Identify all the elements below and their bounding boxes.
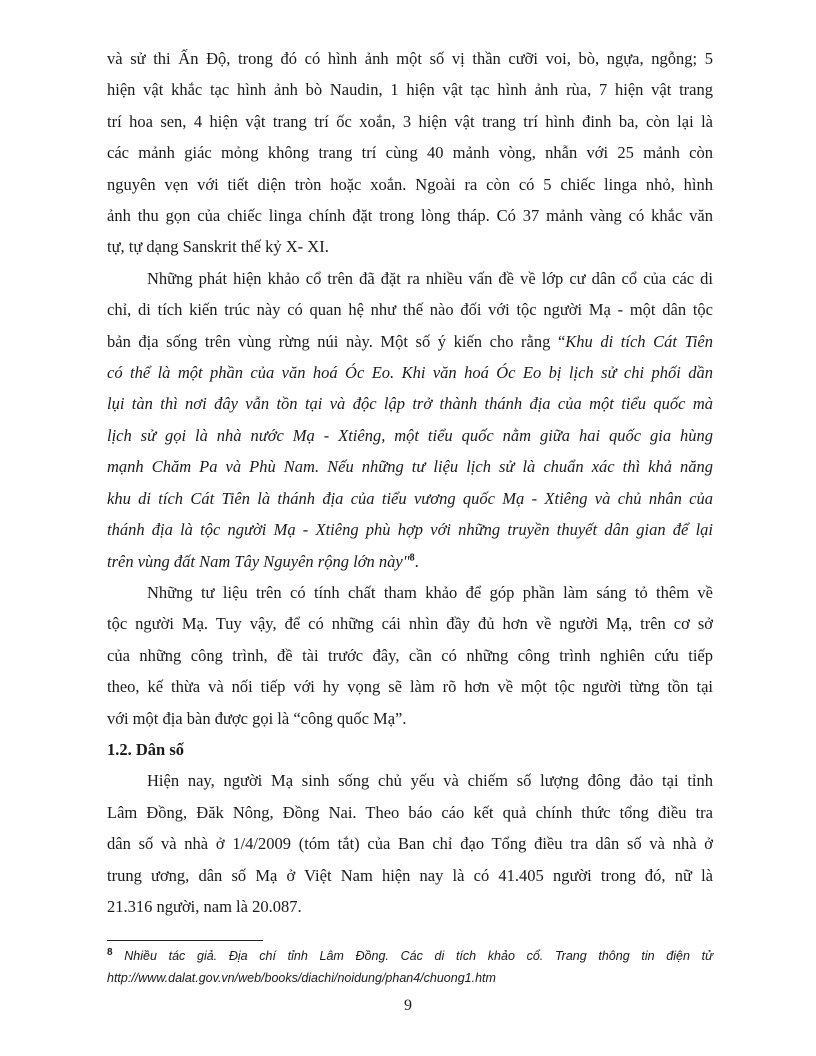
paragraph-1 [107, 43, 713, 263]
footnote-text: Nhiều tác giả. Địa chí tỉnh Lâm Đồng. Các di tích khảo cổ. Trang thông tin điện tử [112, 949, 713, 964]
text-line: của những công trình, đề tài trước đây, cần có những công trình nghiên cứu tiếp [107, 645, 713, 665]
text-line: Hiện nay, người Mạ sinh sống chủ yếu và chiếm số lượng đông đảo tại tỉnh [147, 771, 713, 791]
section-heading: 1.2. Dân số [107, 739, 185, 759]
page-number: 9 [404, 997, 412, 1015]
text-line: trí hoa sen, 4 hiện vật trang trí ốc xoắn, 3 hiện vật trang trí hình đinh ba, còn lại là [107, 111, 713, 131]
text-line: với một địa bàn được gọi là “công quốc Mạ”. [107, 708, 407, 728]
footnote-reference[interactable]: 8 [409, 552, 415, 563]
footnote-number: 8 [107, 947, 113, 959]
text-line: Những tư liệu trên có tính chất tham khảo để góp phần làm sáng tỏ thêm về [147, 582, 713, 602]
quote-line: khu di tích Cát Tiên là thánh địa của tiểu vương quốc Mạ - Xtiêng và chủ nhân của [107, 488, 713, 508]
text-line: và sử thi Ấn Độ, trong đó có hình ảnh một số vị thần cưỡi voi, bò, ngựa, ngỗng; 5 [107, 49, 713, 68]
footnote-url[interactable]: http://www.dalat.gov.vn/web/books/diachi/noidung/phan4/chuong1.htm [107, 971, 496, 986]
quote-end: trên vùng đất Nam Tây Nguyên rộng lớn này" [107, 551, 410, 571]
quote-line: lụi tàn thì nơi đây vẫn tồn tại và độc lập trở thành thánh địa của một tiểu quốc mà [107, 394, 713, 414]
text-line: Những phát hiện khảo cổ trên đã đặt ra nhiều vấn đề về lớp cư dân cổ của các di [147, 268, 713, 288]
quote-line: mạnh Chăm Pa và Phù Nam. Nếu những tư liệu lịch sử là chuẩn xác thì khả năng [107, 457, 713, 477]
quote-start: Khu di tích Cát Tiên [565, 331, 713, 351]
text-line: chỉ, di tích kiến trúc này có quan hệ như thế nào đối với tộc người Mạ - một dân tộc [107, 300, 713, 320]
text-line: ảnh thu gọn của chiếc linga chính đặt trong lòng tháp. Có 37 mảnh vàng có khắc văn [107, 206, 713, 226]
text-line: theo, kế thừa và nối tiếp với hy vọng sẽ làm rõ hơn về một tộc người từng tồn tại [107, 677, 713, 697]
footnote [107, 945, 713, 989]
quote-line: có thể là một phần của văn hoá Óc Eo. Khi văn hoá Óc Eo bị lịch sử chi phối dần [107, 363, 713, 383]
text-line [107, 326, 713, 357]
footnote-line [107, 945, 713, 967]
text-line: Lâm Đồng, Đăk Nông, Đồng Nai. Theo báo cáo kết quả chính thức tổng điều tra [107, 802, 713, 822]
quote-line [107, 546, 713, 577]
text-line: tộc người Mạ. Tuy vậy, để có những cái nhìn đầy đủ hơn về người Mạ, trên cơ sở [107, 614, 713, 634]
paragraph-3 [107, 577, 713, 734]
paragraph-2 [107, 263, 713, 577]
text-span: . [414, 551, 419, 571]
text-span: bản địa sống trên vùng rừng núi này. Một số ý kiến cho rằng “ [107, 331, 566, 351]
text-line: các mảnh giác mỏng không trang trí cùng 40 mảnh vòng, nhẫn với 25 mảnh còn [107, 143, 713, 163]
document-page [107, 0, 713, 1017]
quote-line: thánh địa là tộc người Mạ - Xtiêng phù hợp với những truyền thuyết dân gian để lại [107, 520, 713, 540]
text-line: 21.316 người, nam là 20.087. [107, 896, 302, 916]
quote-line: lịch sử gọi là nhà nước Mạ - Xtiêng, một tiểu quốc nằm giữa hai quốc gia hùng [107, 425, 713, 445]
footnote-divider [107, 940, 263, 941]
text-line: hiện vật khắc tạc hình ảnh bò Naudin, 1 hiện vật tạc hình ảnh rùa, 7 hiện vật trang [107, 80, 713, 100]
text-line: trung ương, dân số Mạ ở Việt Nam hiện nay là có 41.405 người trong đó, nữ là [107, 865, 713, 885]
paragraph-4 [107, 765, 713, 922]
text-line: nguyên vẹn với tiết diện tròn hoặc xoắn. Ngoài ra còn có 5 chiếc linga nhỏ, hình [107, 174, 713, 194]
text-line: dân số và nhà ở 1/4/2009 (tóm tắt) của Ban chỉ đạo Tổng điều tra dân số và nhà ở [107, 834, 713, 854]
text-line: tự, tự dạng Sanskrit thế kỷ X- XI. [107, 237, 329, 257]
